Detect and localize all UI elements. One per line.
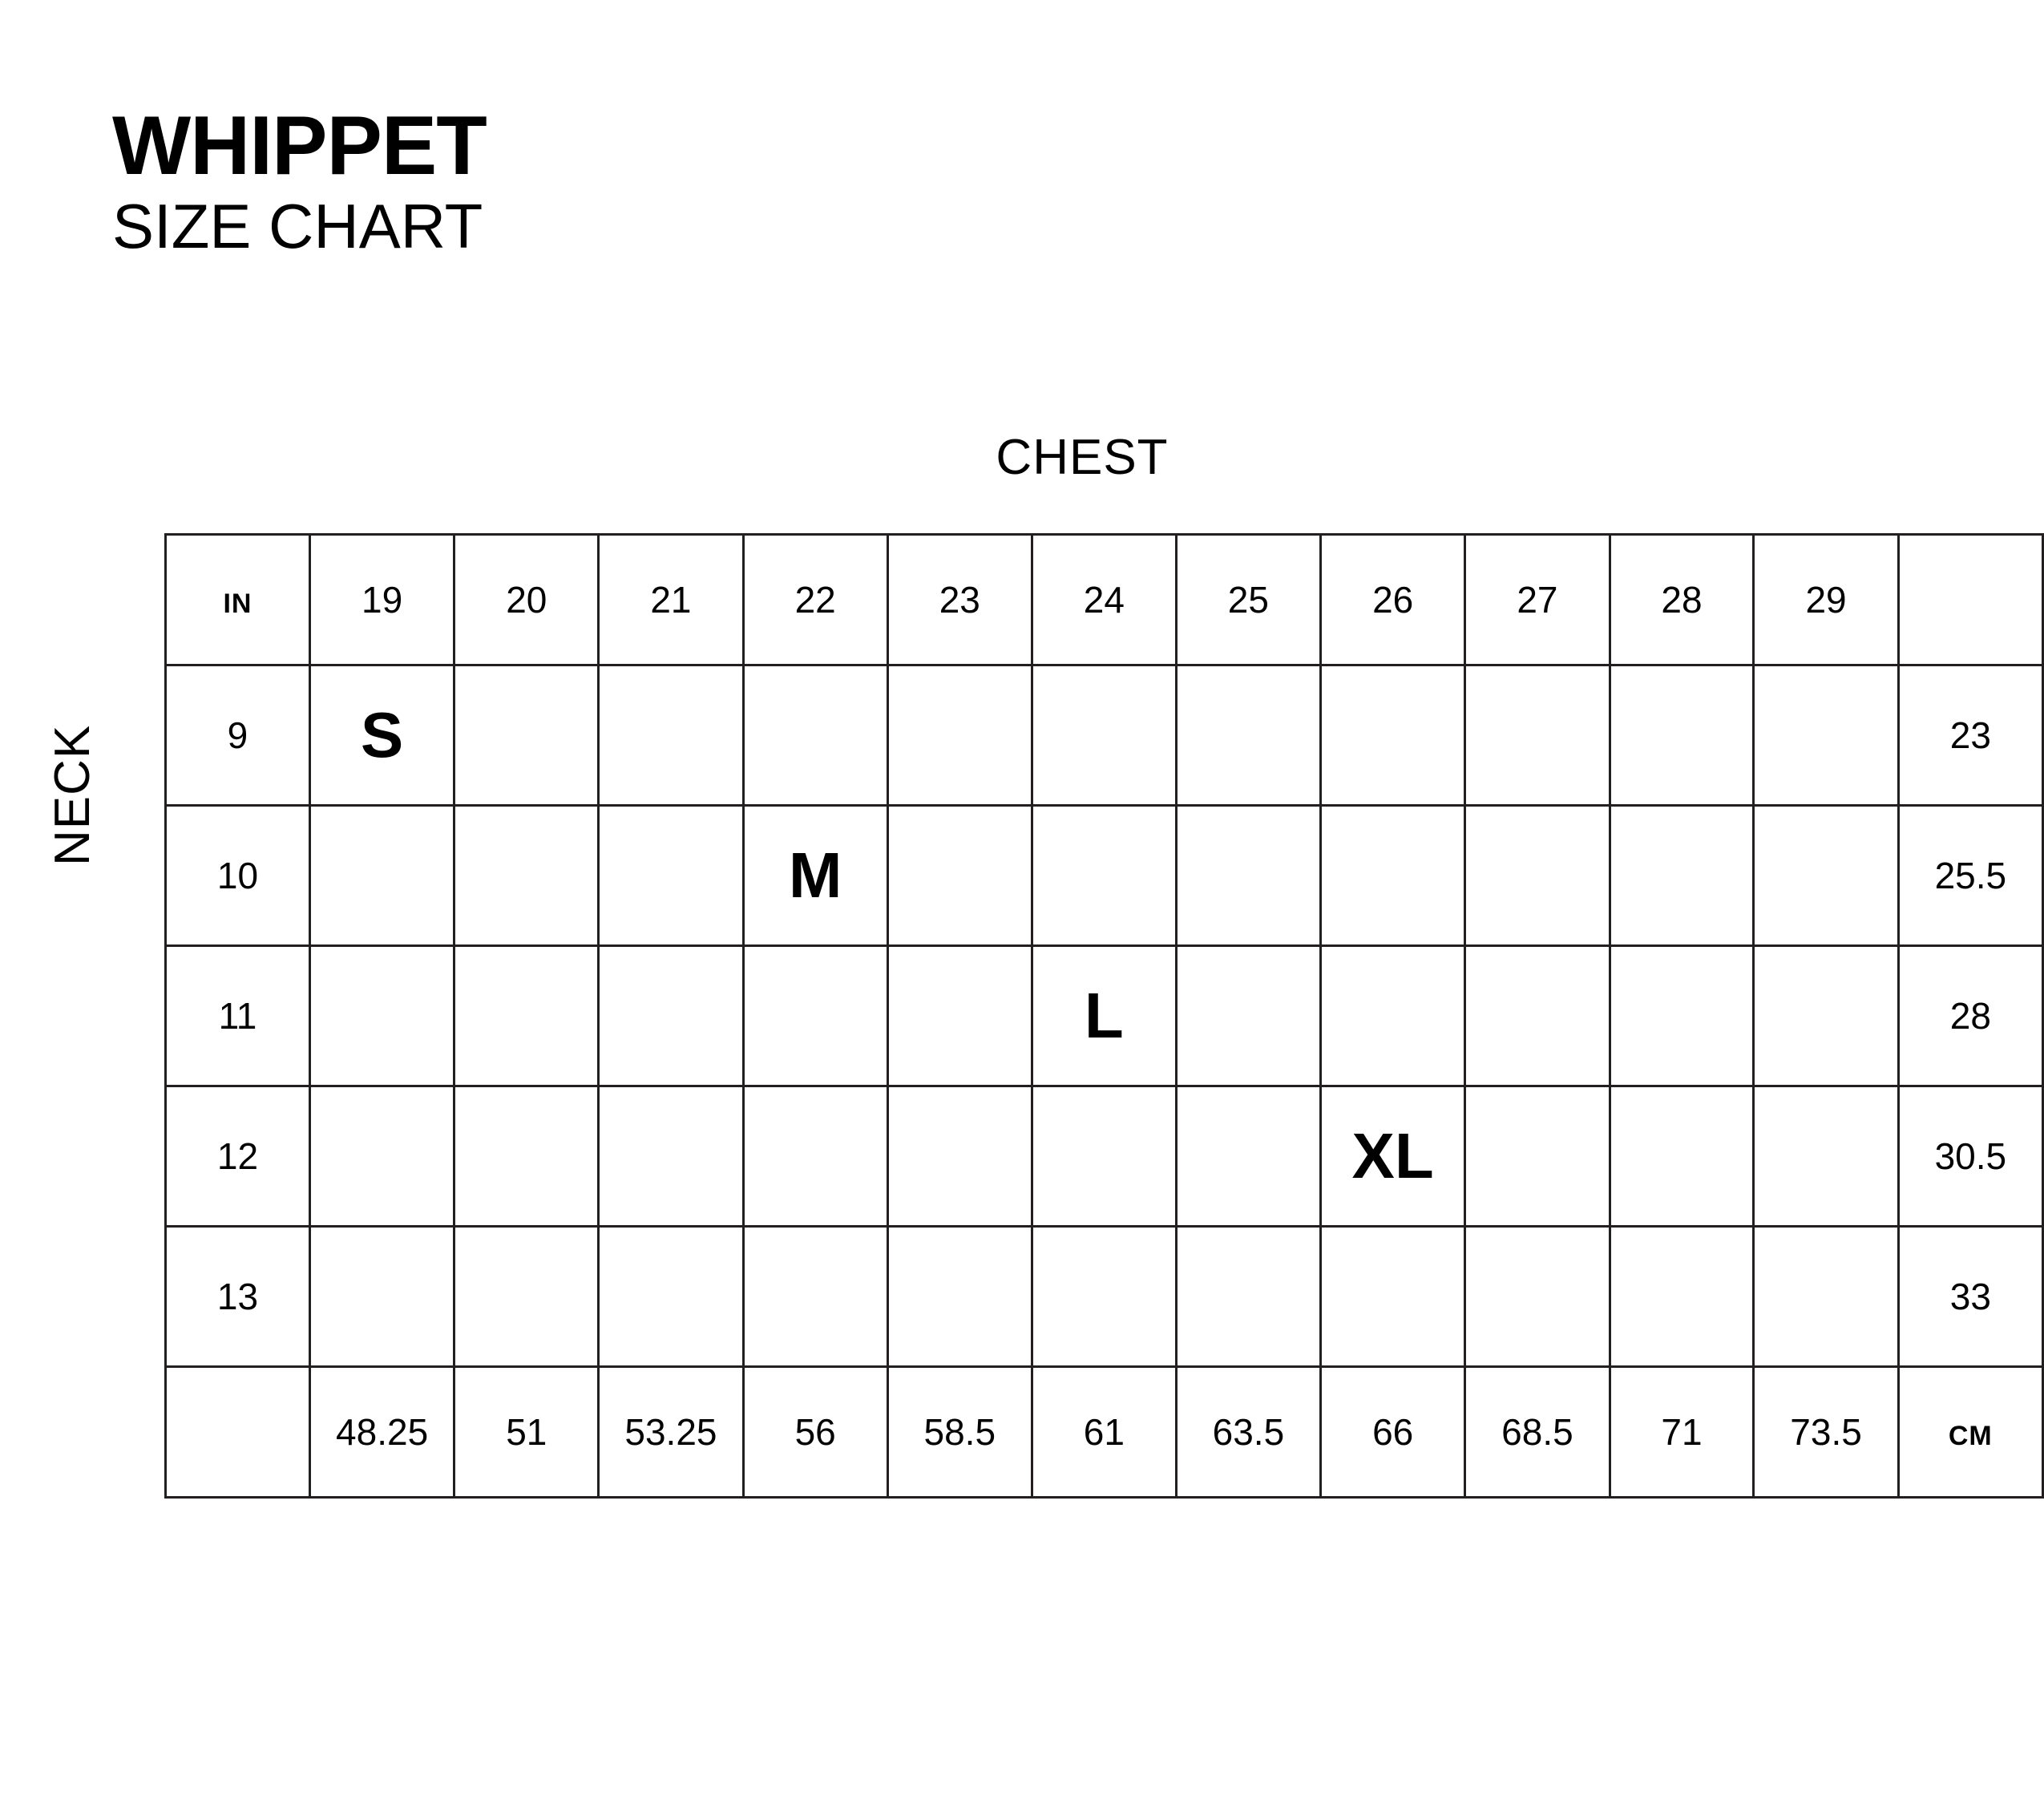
chest-header-0: 19 — [309, 535, 454, 665]
cell-12-23 — [887, 1086, 1032, 1227]
cell-11-26 — [1321, 946, 1465, 1086]
chest-header-8: 27 — [1465, 535, 1610, 665]
table-row — [166, 1227, 2043, 1367]
cell-10-25 — [1176, 806, 1320, 946]
chest-header-5: 24 — [1032, 535, 1176, 665]
neck-row-label-1: 10 — [166, 806, 310, 946]
neck-row-label-0: 9 — [166, 665, 310, 806]
neck-row-cm-4: 33 — [1898, 1227, 2042, 1367]
cell-9-22 — [743, 665, 887, 806]
cell-9-23 — [887, 665, 1032, 806]
cell-12-21 — [599, 1086, 743, 1227]
table-row — [166, 946, 2043, 1086]
cell-9-29 — [1754, 665, 1898, 806]
cell-13-22 — [743, 1227, 887, 1367]
chest-header-2: 21 — [599, 535, 743, 665]
cell-11-28 — [1610, 946, 1754, 1086]
size-label-xl: XL — [1351, 1120, 1434, 1191]
chest-footer-1: 51 — [454, 1367, 599, 1498]
chest-header-7: 26 — [1321, 535, 1465, 665]
header-spacer — [1898, 535, 2042, 665]
cell-11-21 — [599, 946, 743, 1086]
chest-footer-8: 68.5 — [1465, 1367, 1610, 1498]
chest-footer-2: 53.25 — [599, 1367, 743, 1498]
chest-header-10: 29 — [1754, 535, 1898, 665]
size-label-m: M — [788, 839, 842, 911]
table-header-row — [166, 535, 2043, 665]
cell-10-22 — [743, 806, 887, 946]
cell-9-19 — [309, 665, 454, 806]
cell-12-22 — [743, 1086, 887, 1227]
neck-row-label-3: 12 — [166, 1086, 310, 1227]
page-title — [112, 99, 487, 266]
chest-footer-7: 66 — [1321, 1367, 1465, 1498]
cell-12-28 — [1610, 1086, 1754, 1227]
chest-axis-label — [0, 429, 2044, 486]
cell-9-28 — [1610, 665, 1754, 806]
neck-row-label-4: 13 — [166, 1227, 310, 1367]
cell-10-21 — [599, 806, 743, 946]
table-footer-row — [166, 1367, 2043, 1498]
neck-row-cm-0: 23 — [1898, 665, 2042, 806]
cell-10-20 — [454, 806, 599, 946]
size-chart-grid — [164, 533, 2044, 1499]
cell-9-24 — [1032, 665, 1176, 806]
cell-13-28 — [1610, 1227, 1754, 1367]
cell-10-28 — [1610, 806, 1754, 946]
cell-12-20 — [454, 1086, 599, 1227]
cell-11-29 — [1754, 946, 1898, 1086]
size-label-s: S — [360, 699, 404, 771]
cell-13-20 — [454, 1227, 599, 1367]
table-row — [166, 1086, 2043, 1227]
cell-13-29 — [1754, 1227, 1898, 1367]
cell-11-22 — [743, 946, 887, 1086]
cell-12-24 — [1032, 1086, 1176, 1227]
chest-footer-3: 56 — [743, 1367, 887, 1498]
size-label-l: L — [1084, 980, 1124, 1051]
title-line-1: WHIPPET — [112, 99, 487, 192]
title-line-2: SIZE CHART — [112, 191, 483, 261]
chest-header-1: 20 — [454, 535, 599, 665]
cell-11-23 — [887, 946, 1032, 1086]
table-row — [166, 806, 2043, 946]
cell-13-27 — [1465, 1227, 1610, 1367]
cell-10-29 — [1754, 806, 1898, 946]
size-chart-table — [164, 533, 2044, 1499]
cell-10-26 — [1321, 806, 1465, 946]
cell-11-25 — [1176, 946, 1320, 1086]
neck-axis-label: NECK — [45, 724, 100, 866]
cell-12-26 — [1321, 1086, 1465, 1227]
cell-10-23 — [887, 806, 1032, 946]
chest-footer-9: 71 — [1610, 1367, 1754, 1498]
cell-12-19 — [309, 1086, 454, 1227]
cell-11-20 — [454, 946, 599, 1086]
cell-13-25 — [1176, 1227, 1320, 1367]
footer-spacer — [166, 1367, 310, 1498]
chest-footer-0: 48.25 — [309, 1367, 454, 1498]
chest-footer-10: 73.5 — [1754, 1367, 1898, 1498]
cell-12-29 — [1754, 1086, 1898, 1227]
chest-footer-4: 58.5 — [887, 1367, 1032, 1498]
cell-13-21 — [599, 1227, 743, 1367]
cell-11-24 — [1032, 946, 1176, 1086]
cell-13-24 — [1032, 1227, 1176, 1367]
chest-header-9: 28 — [1610, 535, 1754, 665]
cell-11-27 — [1465, 946, 1610, 1086]
cell-9-25 — [1176, 665, 1320, 806]
chest-footer-6: 63.5 — [1176, 1367, 1320, 1498]
unit-label-in: IN — [166, 535, 310, 665]
neck-row-label-2: 11 — [166, 946, 310, 1086]
neck-row-cm-3: 30.5 — [1898, 1086, 2042, 1227]
cell-9-26 — [1321, 665, 1465, 806]
neck-row-cm-2: 28 — [1898, 946, 2042, 1086]
cell-13-23 — [887, 1227, 1032, 1367]
chest-header-4: 23 — [887, 535, 1032, 665]
cell-10-19 — [309, 806, 454, 946]
cell-12-25 — [1176, 1086, 1320, 1227]
cell-11-19 — [309, 946, 454, 1086]
cell-13-26 — [1321, 1227, 1465, 1367]
chest-header-3: 22 — [743, 535, 887, 665]
chest-header-6: 25 — [1176, 535, 1320, 665]
unit-label-cm: CM — [1898, 1367, 2042, 1498]
cell-10-24 — [1032, 806, 1176, 946]
cell-13-19 — [309, 1227, 454, 1367]
cell-10-27 — [1465, 806, 1610, 946]
table-row — [166, 665, 2043, 806]
chest-axis-label-text: CHEST — [996, 430, 1169, 485]
cell-9-27 — [1465, 665, 1610, 806]
chest-footer-5: 61 — [1032, 1367, 1176, 1498]
cell-12-27 — [1465, 1086, 1610, 1227]
cell-9-20 — [454, 665, 599, 806]
neck-row-cm-1: 25.5 — [1898, 806, 2042, 946]
cell-9-21 — [599, 665, 743, 806]
